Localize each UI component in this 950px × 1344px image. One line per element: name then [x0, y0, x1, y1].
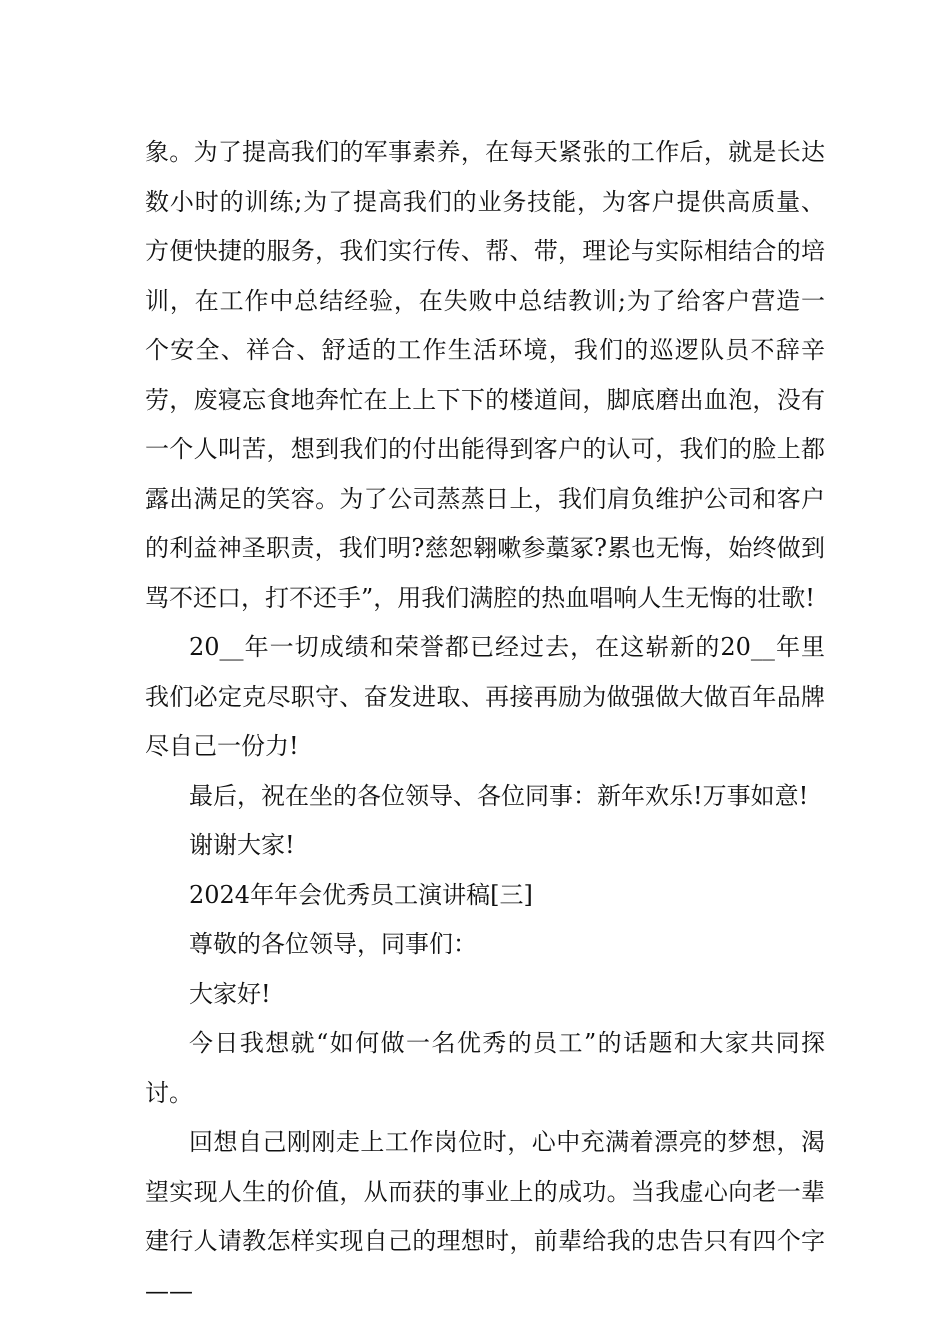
paragraph-salutation: 尊敬的各位领导，同事们： [189, 930, 477, 958]
paragraph-topic: 今日我想就“如何做一名优秀的员工”的话题和大家共同探讨。 [145, 1029, 825, 1107]
paragraph-continuation: 象。为了提高我们的军事素养，在每天紧张的工作后，就是长达数小时的训练;为了提高我们的业务技能，为客户提供高质量、方便快捷的服务，我们实行传、帮、带，理论与实际相结合的培训，在工作中总结经验，在失败中总结教训;为了给客户营造一个安全、祥合、舒适的工作生活环境，我们的巡逻队员不辞辛劳，废寝忘食地奔忙在上上下下的楼道间，脚底磨出血泡，没有一个人叫苦，想到我们的付出能得到客户的认可，我们的脸上都露出满足的笑容。为了公司蒸蒸日上，我们肩负维护公司和客户的利益神圣职责，我们明?慈恕翱嗽参藁冢?累也无悔，始终做到骂不还口，打不还手”，用我们满腔的热血唱响人生无悔的壮歌! [145, 138, 825, 612]
paragraph-thanks: 谢谢大家! [189, 831, 295, 859]
paragraph-greeting: 大家好! [189, 979, 271, 1008]
document-body [145, 128, 825, 1316]
paragraph-recollection: 回想自己刚刚走上工作岗位时，心中充满着漂亮的梦想，渴望实现人生的价值，从而获的事业上的成功。当我虚心向老一辈建行人请教怎样实现自己的理想时，前辈给我的忠告只有四个字—— [145, 1128, 825, 1305]
section-heading: 2024年年会优秀员工演讲稿[三] [189, 880, 533, 909]
paragraph-closing-wishes: 最后，祝在坐的各位领导、各位同事：新年欢乐!万事如意! [189, 781, 809, 810]
paragraph-new-year-outlook: 20__年一切成绩和荣誉都已经过去，在这崭新的20__年里我们必定克尽职守、奋发进取、再接再励为做强做大做百年品牌尽自己一份力! [145, 633, 825, 760]
